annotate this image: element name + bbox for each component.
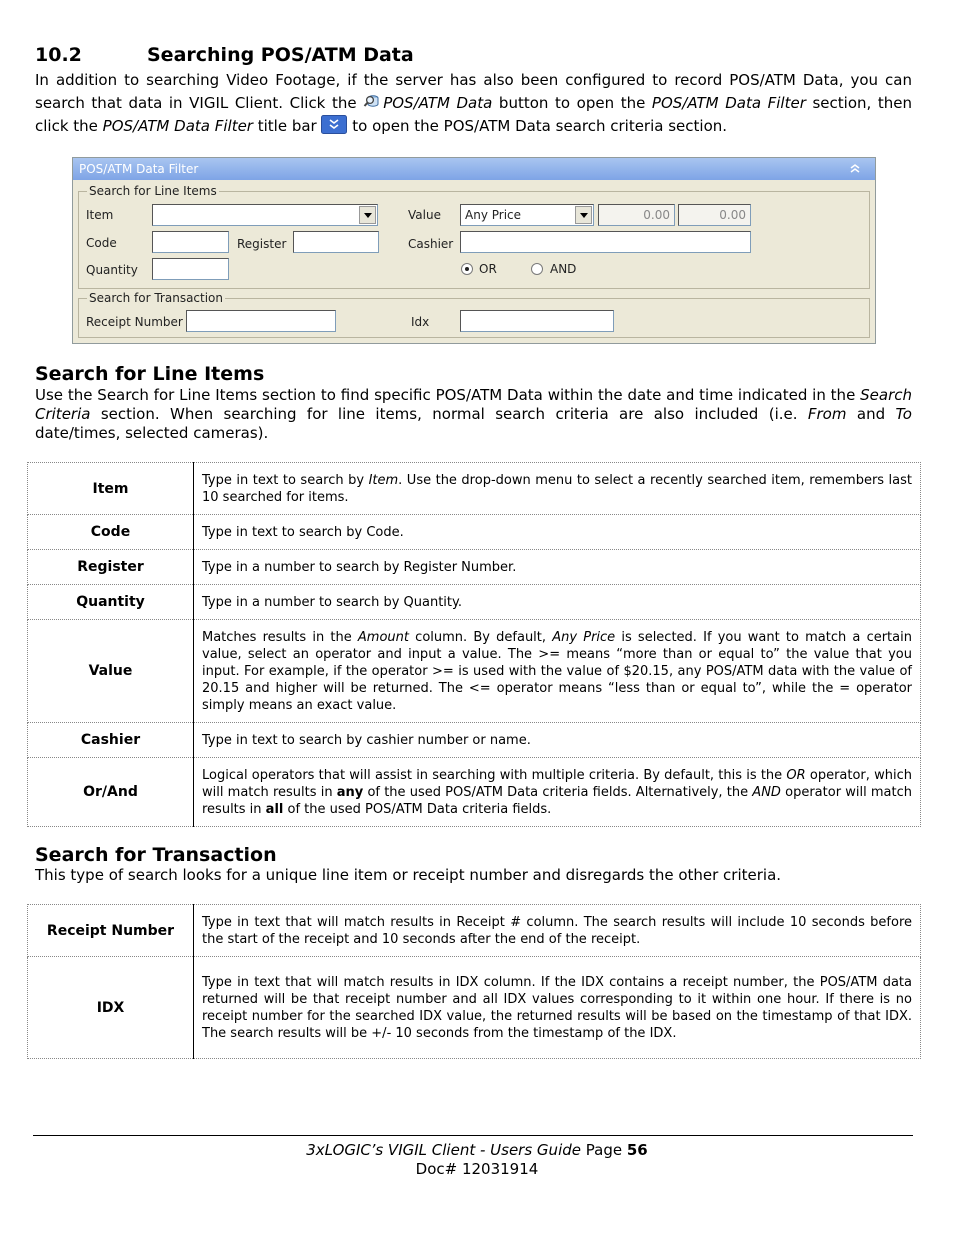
transaction-heading: Search for Transaction: [35, 844, 277, 866]
row-text: . Use the drop-down menu to select a recently searched item, remembers last 10 searched for items.: [202, 472, 913, 505]
row-key: IDX: [28, 957, 194, 1059]
row-description: Type in text to search by cashier number or name.: [194, 723, 921, 758]
table-row: [28, 957, 921, 1059]
register-input[interactable]: [293, 231, 379, 253]
row-text: operator will match results in: [202, 784, 913, 817]
row-key: Cashier: [28, 723, 194, 758]
double-chevron-down-icon: [321, 115, 347, 134]
row-text: Logical operators that will assist in searching with multiple criteria. By default, this is the: [202, 767, 787, 783]
row-emphasis: Item: [368, 472, 399, 488]
row-key: Item: [28, 463, 194, 515]
line-items-group-label: Search for Line Items: [89, 184, 217, 198]
row-key: Value: [28, 620, 194, 723]
row-text: operator, which will match results in: [202, 767, 912, 800]
value-min-input[interactable]: 0.00: [598, 204, 675, 226]
chevron-down-icon[interactable]: [575, 206, 592, 224]
and-radio[interactable]: [531, 263, 543, 275]
row-emphasis: Any Price: [552, 629, 616, 645]
pos-atm-filter-panel: [72, 157, 876, 344]
row-text: is selected. If you want to match a certain value, select an operator and input a value. The >= means “more than or equal to” the value that you input. For example, if the operator >= is used with the value of $20.15, any POS/ATM data with the value of 20.15 and higher will be returned. The <= operator means “less than or equal to”, while the = operator simply means an exact value.: [202, 629, 912, 713]
table-row: [28, 620, 921, 723]
transaction-table: [27, 904, 921, 1059]
quantity-label: Quantity: [86, 263, 138, 277]
footer-doc-number: Doc# 12031914: [415, 1160, 539, 1178]
row-description: [194, 758, 921, 827]
footer-guide-line: [0, 1141, 954, 1159]
double-chevron-up-icon[interactable]: [847, 160, 863, 176]
row-text: of the used POS/ATM Data criteria fields. Alternatively, the: [363, 784, 753, 800]
row-key: Receipt Number: [28, 905, 194, 957]
intro-text: to open the POS/ATM Data search criteria section.: [347, 117, 728, 135]
idx-label: Idx: [411, 315, 430, 329]
line-items-heading: Search for Line Items: [35, 363, 265, 385]
row-description: Type in text that will match results in IDX column. If the IDX contains a receipt number, the POS/ATM data returned will be that receipt number and all IDX values corresponding to it within one hour. If there is no receipt number for the searched IDX value, the returned results will be based on the timestamp of that IDX. The search results will be +/- 10 seconds from the timestamp of the IDX.: [194, 957, 921, 1059]
row-key: Quantity: [28, 585, 194, 620]
description-text: Use the Search for Line Items section to find specific POS/ATM Data within the date and time indicated in the: [35, 386, 861, 404]
and-label: AND: [550, 262, 577, 276]
section-heading: [35, 44, 414, 66]
table-row: [28, 463, 921, 515]
chevron-down-icon[interactable]: [359, 206, 376, 224]
receipt-number-label: Receipt Number: [86, 315, 183, 329]
pos-atm-button-name: POS/ATM Data: [383, 94, 493, 112]
row-description: [194, 620, 921, 723]
cashier-input[interactable]: [460, 231, 751, 253]
filter-name: POS/ATM Data Filter: [651, 94, 806, 112]
row-key: Or/And: [28, 758, 194, 827]
quantity-input[interactable]: [152, 258, 229, 280]
row-strong: any: [336, 784, 364, 800]
line-items-table: [27, 462, 921, 827]
row-text: of the used POS/ATM Data criteria fields.: [283, 801, 552, 817]
receipt-number-input[interactable]: [186, 310, 336, 332]
row-description: Type in text to search by Code.: [194, 515, 921, 550]
row-strong: all: [265, 801, 284, 817]
section-title: Searching POS/ATM Data: [147, 44, 414, 66]
row-description: Type in a number to search by Register Number.: [194, 550, 921, 585]
item-label: Item: [86, 208, 114, 222]
footer-page-word: Page: [580, 1141, 627, 1159]
intro-text: In addition to searching Video Footage, if the server has also been configured to record POS/ATM Data, you can search that data in VIGIL Client. Click the: [35, 71, 912, 112]
value-operator-dropdown[interactable]: [460, 204, 594, 226]
filter-title-bar[interactable]: [73, 158, 875, 180]
table-row: [28, 758, 921, 827]
intro-paragraph: [35, 69, 912, 138]
filter-name: POS/ATM Data Filter: [102, 117, 253, 135]
description-emphasis: Search Criteria: [35, 386, 912, 423]
transaction-group-label: Search for Transaction: [89, 291, 224, 305]
magnifier-database-icon: [363, 93, 383, 110]
code-label: Code: [86, 236, 117, 250]
row-text: column. By default,: [409, 629, 553, 645]
row-emphasis: Amount: [357, 629, 409, 645]
idx-input[interactable]: [460, 310, 614, 332]
table-row: [28, 723, 921, 758]
row-text: Matches results in the: [202, 629, 358, 645]
page-number: 56: [626, 1141, 648, 1159]
table-row: [28, 905, 921, 957]
or-radio[interactable]: [461, 263, 473, 275]
row-description: [194, 463, 921, 515]
value-label: Value: [408, 208, 441, 222]
row-key: Code: [28, 515, 194, 550]
description-text: date/times, selected cameras).: [35, 424, 269, 442]
description-text: section. When searching for line items, normal search criteria are also included (i.e.: [90, 405, 808, 423]
intro-text: button to open the: [492, 94, 652, 112]
row-description: Type in a number to search by Quantity.: [194, 585, 921, 620]
footer-divider: [33, 1135, 913, 1136]
cashier-label: Cashier: [408, 237, 454, 251]
transaction-description: This type of search looks for a unique line item or receipt number and disregards the other criteria.: [35, 866, 782, 884]
register-label: Register: [237, 237, 287, 251]
line-items-description: [35, 386, 912, 443]
value-max-input[interactable]: 0.00: [678, 204, 751, 226]
table-row: [28, 585, 921, 620]
filter-title: POS/ATM Data Filter: [79, 162, 199, 176]
item-dropdown[interactable]: [152, 204, 378, 226]
table-row: [28, 550, 921, 585]
code-input[interactable]: [152, 231, 229, 253]
section-number: 10.2: [35, 44, 82, 66]
intro-text: section, then click the: [35, 94, 913, 135]
footer-guide-title: 3xLOGIC’s VIGIL Client - Users Guide: [306, 1141, 581, 1159]
intro-text: title bar: [252, 117, 322, 135]
description-text: and: [846, 405, 896, 423]
or-label: OR: [479, 262, 497, 276]
description-emphasis: From: [807, 405, 847, 423]
value-selected: Any Price: [465, 208, 522, 222]
row-text: Type in text to search by: [202, 472, 369, 488]
description-emphasis: To: [895, 405, 912, 423]
row-emphasis: AND: [752, 784, 781, 800]
row-emphasis: OR: [786, 767, 806, 783]
table-row: [28, 515, 921, 550]
row-description: Type in text that will match results in Receipt # column. The search results will include 10 seconds before the start of the receipt and 10 seconds after the end of the receipt.: [194, 905, 921, 957]
row-key: Register: [28, 550, 194, 585]
